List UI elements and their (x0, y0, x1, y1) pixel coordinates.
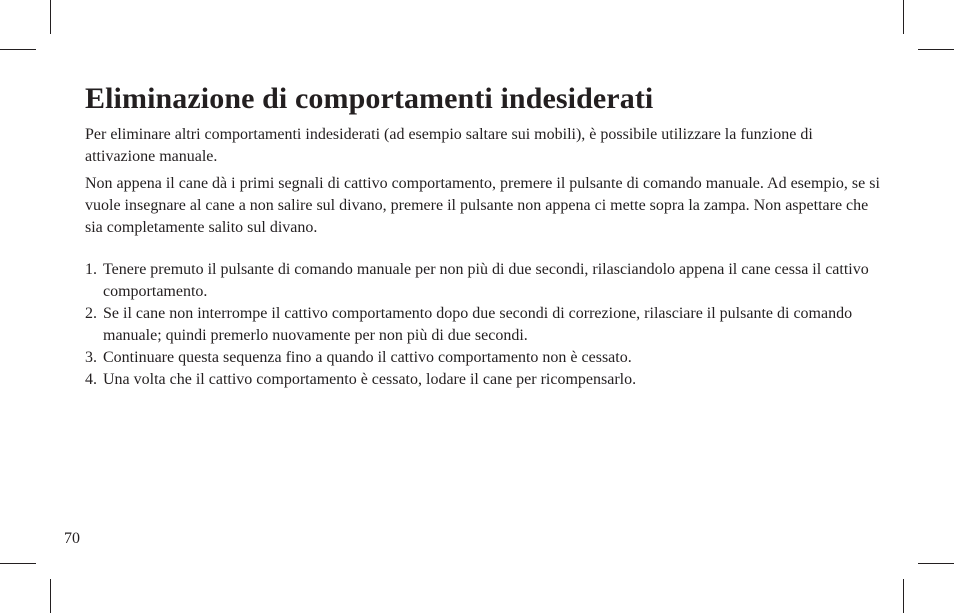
crop-mark-bottom-right-vertical (903, 579, 904, 613)
crop-mark-bottom-left-horizontal (0, 563, 36, 564)
crop-mark-top-right-vertical (903, 0, 904, 34)
step-text: Se il cane non interrompe il cattivo comportamento dopo due secondi di correzione, rilasciare il pulsante di comando manuale; quindi premerlo nuovamente per non più di due secondi. (103, 305, 853, 344)
list-item (85, 347, 885, 369)
list-item (85, 259, 885, 303)
intro-paragraph: Per eliminare altri comportamenti indesiderati (ad esempio saltare sui mobili), è possibile utilizzare la funzione di attivazione manuale. (85, 126, 813, 165)
step-text: Continuare questa sequenza fino a quando il cattivo comportamento non è cessato. (103, 349, 632, 366)
step-number: 1. (85, 261, 97, 278)
crop-mark-bottom-left-vertical (50, 579, 51, 613)
crop-mark-top-right-horizontal (918, 49, 954, 50)
crop-mark-bottom-right-horizontal (918, 563, 954, 564)
page-title: Eliminazione di comportamenti indesiderati (85, 82, 654, 115)
step-number: 2. (85, 305, 97, 322)
step-text: Tenere premuto il pulsante di comando manuale per non più di due secondi, rilasciandolo appena il cane cessa il cattivo comportamento. (103, 261, 869, 300)
step-number: 3. (85, 349, 97, 366)
step-number: 4. (85, 371, 97, 388)
list-item (85, 303, 885, 347)
step-text: Una volta che il cattivo comportamento è cessato, lodare il cane per ricompensarlo. (103, 371, 637, 388)
crop-mark-top-left-vertical (50, 0, 51, 34)
steps-list (85, 259, 885, 391)
crop-mark-top-left-horizontal (0, 49, 36, 50)
example-paragraph: Non appena il cane dà i primi segnali di cattivo comportamento, premere il pulsante di comando manuale. Ad esempio, se si vuole insegnare al cane a non salire sul divano, premere il pulsante non appena ci mette sopra la zampa. Non aspettare che sia completamente salito sul divano. (85, 175, 880, 236)
list-item (85, 369, 885, 391)
page-number: 70 (64, 530, 80, 547)
